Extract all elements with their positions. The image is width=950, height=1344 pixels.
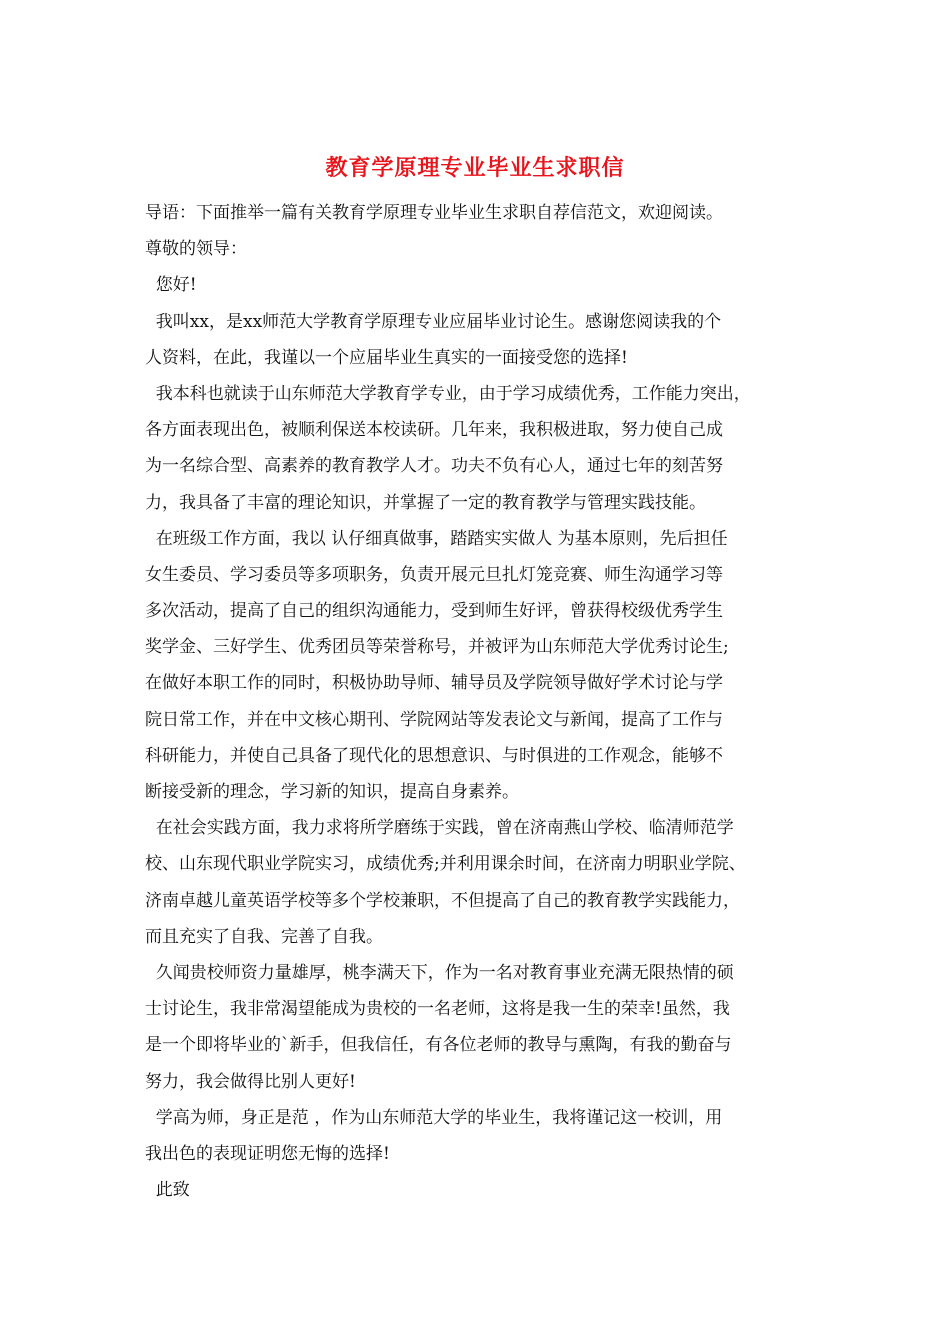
text-line: 校、山东现代职业学院实习，成绩优秀;并利用课余时间，在济南力明职业学院、 xyxy=(145,854,746,875)
text-line: 科研能力，并使自己具备了现代化的思想意识、与时俱进的工作观念，能够不 xyxy=(145,745,723,766)
text-line: 女生委员、学习委员等多项职务，负责开展元旦扎灯笼竞赛、师生沟通学习等 xyxy=(145,564,723,585)
text-line: 奖学金、三好学生、优秀团员等荣誉称号，并被评为山东师范大学优秀讨论生; xyxy=(145,637,729,658)
text-line: 院日常工作，并在中文核心期刊、学院网站等发表论文与新闻，提高了工作与 xyxy=(145,709,723,730)
text-line: 而且充实了自我、完善了自我。 xyxy=(145,926,383,947)
text-line: 士讨论生，我非常渴望能成为贵校的一名老师，这将是我一生的荣幸!虽然，我 xyxy=(145,999,730,1020)
document-body xyxy=(145,195,825,1208)
text-line: 人资料，在此，我谨以一个应届毕业生真实的一面接受您的选择! xyxy=(145,347,628,368)
text-line: 学高为师，身正是范 ，作为山东师范大学的毕业生，我将谨记这一校训，用 xyxy=(145,1107,723,1128)
text-line: 导语：下面推举一篇有关教育学原理专业毕业生求职自荐信范文，欢迎阅读。 xyxy=(145,203,723,223)
text-line: 努力，我会做得比别人更好! xyxy=(145,1071,356,1092)
document-title: 教育学原理专业毕业生求职信 xyxy=(325,155,625,181)
text-line: 在做好本职工作的同时，积极协助导师、辅导员及学院领导做好学术讨论与学 xyxy=(145,673,723,694)
text-line: 各方面表现出色，被顺利保送本校读研。几年来，我积极进取，努力使自己成 xyxy=(145,420,723,441)
text-line: 尊敬的领导： xyxy=(145,239,247,260)
text-line: 我叫xx，是xx师范大学教育学原理专业应届毕业讨论生。感谢您阅读我的个 xyxy=(145,311,722,332)
text-line: 多次活动，提高了自己的组织沟通能力，受到师生好评，曾获得校级优秀学生 xyxy=(145,601,723,622)
text-line: 您好! xyxy=(145,275,197,296)
text-line: 在班级工作方面，我以 认仔细真做事，踏踏实实做人 为基本原则，先后担任 xyxy=(145,528,728,549)
text-line: 我本科也就读于山东师范大学教育学专业，由于学习成绩优秀，工作能力突出， xyxy=(145,383,751,404)
text-line: 是一个即将毕业的`新手，但我信任，有各位老师的教导与熏陶，有我的勤奋与 xyxy=(145,1035,732,1056)
text-line: 在社会实践方面，我力求将所学磨练于实践，曾在济南燕山学校、临清师范学 xyxy=(145,818,734,839)
text-line: 为一名综合型、高素养的教育教学人才。功夫不负有心人，通过七年的刻苦努 xyxy=(145,456,723,477)
text-line: 久闻贵校师资力量雄厚，桃李满天下，作为一名对教育事业充满无限热情的硕 xyxy=(145,962,734,983)
text-line: 此致 xyxy=(145,1180,190,1201)
text-line: 济南卓越儿童英语学校等多个学校兼职，不但提高了自己的教育教学实践能力， xyxy=(145,890,740,911)
text-line: 力，我具备了丰富的理论知识，并掌握了一定的教育教学与管理实践技能。 xyxy=(145,492,706,513)
text-line: 我出色的表现证明您无悔的选择! xyxy=(145,1143,390,1164)
text-line: 断接受新的理念，学习新的知识，提高自身素养。 xyxy=(145,782,519,802)
